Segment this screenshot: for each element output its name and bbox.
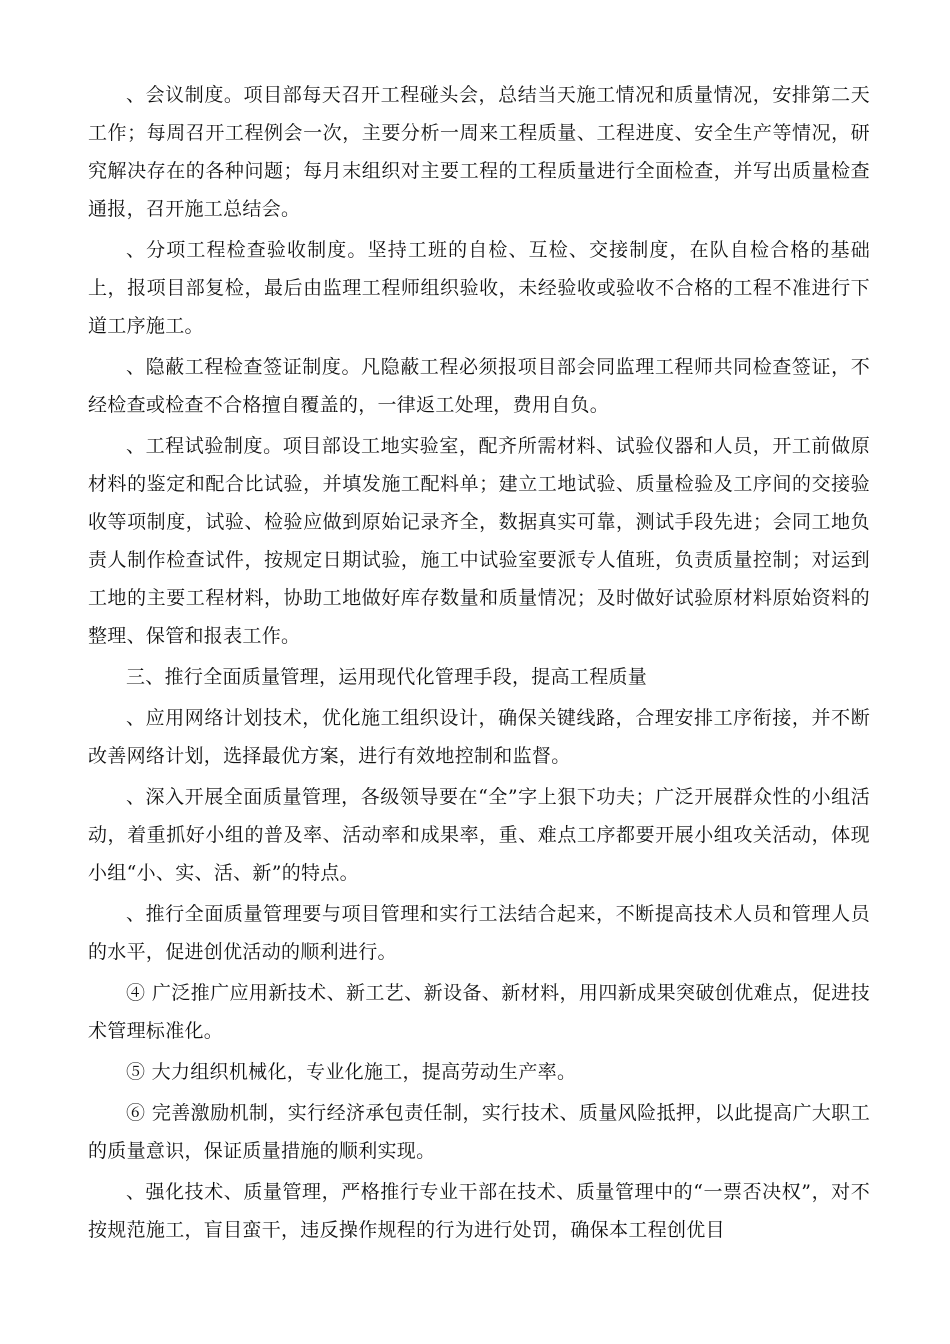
paragraph-project-management: 、推行全面质量管理要与项目管理和实行工法结合起来，不断提高技术人员和管理人员的水平，促进创优活动的顺利进行。 (88, 903, 870, 963)
paragraph-network-planning: 、应用网络计划技术，优化施工组织设计，确保关键线路，合理安排工序衔接，并不断改善网络计划，选择最优方案，进行有效地控制和监督。 (88, 707, 870, 767)
paragraph-meeting-system: 、会议制度。项目部每天召开工程碰头会，总结当天施工情况和质量情况，安排第二天工作；每周召开工程例会一次，主要分析一周来工程质量、工程进度、安全生产等情况，研究解决存在的各种问题；每月末组织对主要工程的工程质量进行全面检查，并写出质量检查通报，召开施工总结会。 (88, 84, 870, 220)
paragraph-testing-system: 、工程试验制度。项目部设工地实验室，配齐所需材料、试验仪器和人员，开工前做原材料的鉴定和配合比试验，并填发施工配料单；建立工地试验、质量检验及工序间的交接验收等项制度，试验、检验应做到原始记录齐全，数据真实可靠，测试手段先进；会同工地负责人制作检查试件，按规定日期试验，施工中试验室要派专人值班，负责质量控制；对运到工地的主要工程材料，协助工地做好库存数量和质量情况；及时做好试验原材料原始资料的整理、保管和报表工作。 (88, 435, 870, 647)
paragraph-mechanization: ⑤ 大力组织机械化，专业化施工，提高劳动生产率。 (126, 1061, 577, 1083)
paragraph-technical-quality-control: 、强化技术、质量管理，严格推行专业干部在技术、质量管理中的“一票否决权”，对不按规范施工，盲目蛮干，违反操作规程的行为进行处罚，确保本工程创优目 (88, 1181, 870, 1241)
paragraph-new-technology: ④ 广泛推广应用新技术、新工艺、新设备、新材料，用四新成果突破创优难点，促进技术管理标准化。 (88, 982, 870, 1042)
section-heading-quality-management: 三、推行全面质量管理，运用现代化管理手段，提高工程质量 (126, 666, 648, 688)
document-body (88, 76, 870, 1252)
paragraph-total-quality: 、深入开展全面质量管理，各级领导要在“全”字上狠下功夫；广泛开展群众性的小组活动，着重抓好小组的普及率、活动率和成果率，重、难点工序都要开展小组攻关活动，体现小组“小、实、活、新”的特点。 (88, 786, 870, 884)
paragraph-concealed-works: 、隐蔽工程检查签证制度。凡隐蔽工程必须报项目部会同监理工程师共同检查签证，不经检查或检查不合格擅自覆盖的，一律返工处理，费用自负。 (88, 356, 870, 416)
paragraph-inspection-acceptance: 、分项工程检查验收制度。坚持工班的自检、互检、交接制度，在队自检合格的基础上，报项目部复检，最后由监理工程师组织验收，未经验收或验收不合格的工程不准进行下道工序施工。 (88, 239, 870, 337)
paragraph-incentive-mechanism: ⑥ 完善激励机制，实行经济承包责任制，实行技术、质量风险抵押，以此提高广大职工的质量意识，保证质量措施的顺利实现。 (88, 1102, 870, 1162)
